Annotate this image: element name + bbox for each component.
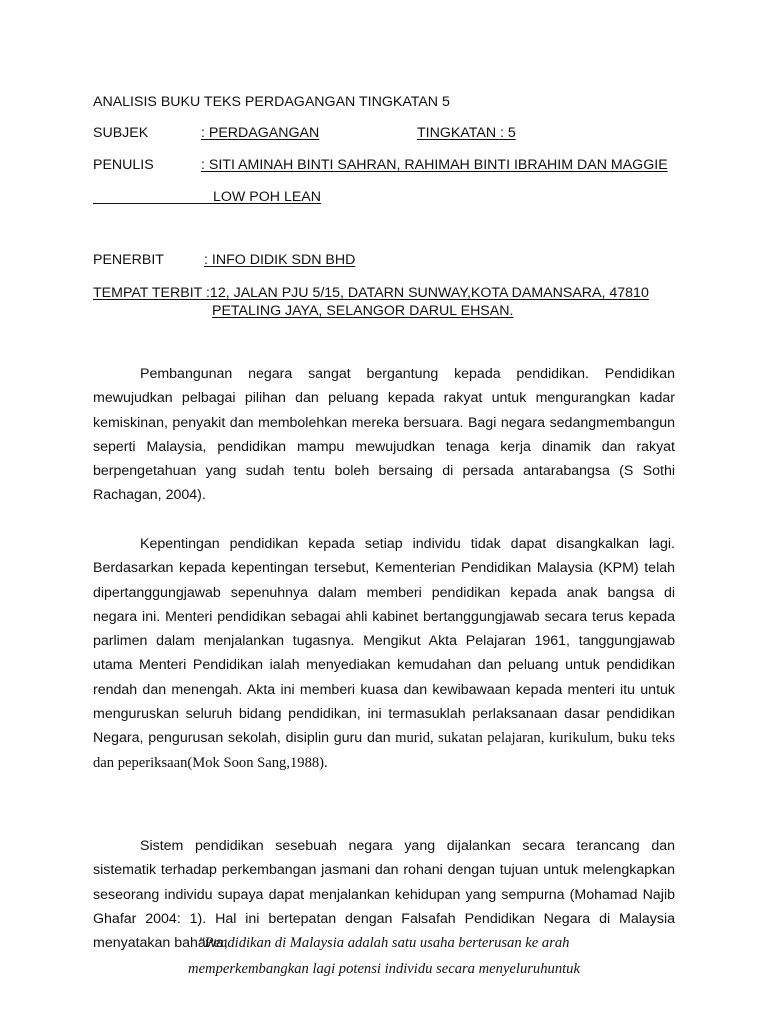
paragraph-2 — [93, 532, 675, 775]
place-line-2: PETALING JAYA, SELANGOR DARUL EHSAN. — [212, 303, 514, 319]
place-line-1: TEMPAT TERBIT :12, JALAN PJU 5/15, DATARN SUNWAY,KOTA DAMANSARA, 47810 — [93, 285, 649, 301]
author-underline-rule — [93, 187, 213, 204]
level-value: TINGKATAN : 5 — [417, 125, 516, 141]
paragraph-1: Pembangunan negara sangat bergantung kepada pendidikan. Pendidikan mewujudkan pelbagai pilihan dan peluang kepada rakyat untuk mengurangkan kadar kemiskinan, penyakit dan membolehkan mereka bersuara. Bagi negara sedangmembangun seperti Malaysia, pendidikan mampu mewujudkan tenaga kerja dinamik dan rakyat berpengetahuan yang sudah tentu boleh bersaing di persada antarabangsa (S Sothi Rachagan, 2004). — [93, 366, 675, 504]
quote-line-2: memperkembangkan lagi potensi individu secara menyeluruhuntuk — [188, 961, 580, 977]
quote-line-1: "Pendidikan di Malaysia adalah satu usaha berterusan ke arah — [198, 935, 570, 951]
subject-label: SUBJEK — [93, 125, 149, 141]
document-title: ANALISIS BUKU TEKS PERDAGANGAN TINGKATAN 5 — [93, 94, 450, 110]
paragraph-2-text: Kepentingan pendidikan kepada setiap individu tidak dapat disangkalkan lagi. Berdasarkan kepada kepentingan tersebut, Kementerian Pendidikan Malaysia (KPM) telah dipertanggungjawab sepenuhnya dalam memberi pendidikan kepada anak bangsa di negara ini. Menteri pendidikan sebagai ahli kabinet bertanggungjawab secara terus kepada parlimen dalam menjalankan tugasnya. Mengikut Akta Pelajaran 1961, tanggungjawab utama Menteri Pendidikan ialah menyediakan kemudahan dan peluang untuk pendidikan rendah dan menengah. Akta ini memberi kuasa dan kewibawaan kepada menteri itu untuk menguruskan seluruh bidang pendidikan, ini termasuklah perlaksanaan dasar pendidikan Negara, pengurusan sekolah, disiplin guru dan — [93, 536, 675, 747]
subject-value: : PERDAGANGAN — [201, 125, 320, 141]
publisher-label: PENERBIT — [93, 252, 164, 268]
paragraph-3: Sistem pendidikan sesebuah negara yang dijalankan secara terancang dan sistematik terhadap perkembangan jasmani dan rohani dengan tujuan untuk melengkapkan seseorang individu supaya dapat menjalankan kehidupan yang sempurna (Mohamad Najib Ghafar 2004: 1). Hal ini bertepatan dengan Falsafah Pendidikan Negara di Malaysia menyatakan bahawa; — [93, 838, 675, 952]
author-value-line-2: LOW POH LEAN — [213, 189, 322, 205]
author-value-line-1: : SITI AMINAH BINTI SAHRAN, RAHIMAH BINTI IBRAHIM DAN MAGGIE — [201, 157, 668, 173]
publisher-value: : INFO DIDIK SDN BHD — [204, 252, 356, 268]
paragraph-2-serif-tail: murid, sukatan pelajaran, kurikulum, buku teks dan peperiksaan(Mok Soon Sang,1988). — [93, 730, 675, 771]
author-label: PENULIS — [93, 157, 154, 173]
